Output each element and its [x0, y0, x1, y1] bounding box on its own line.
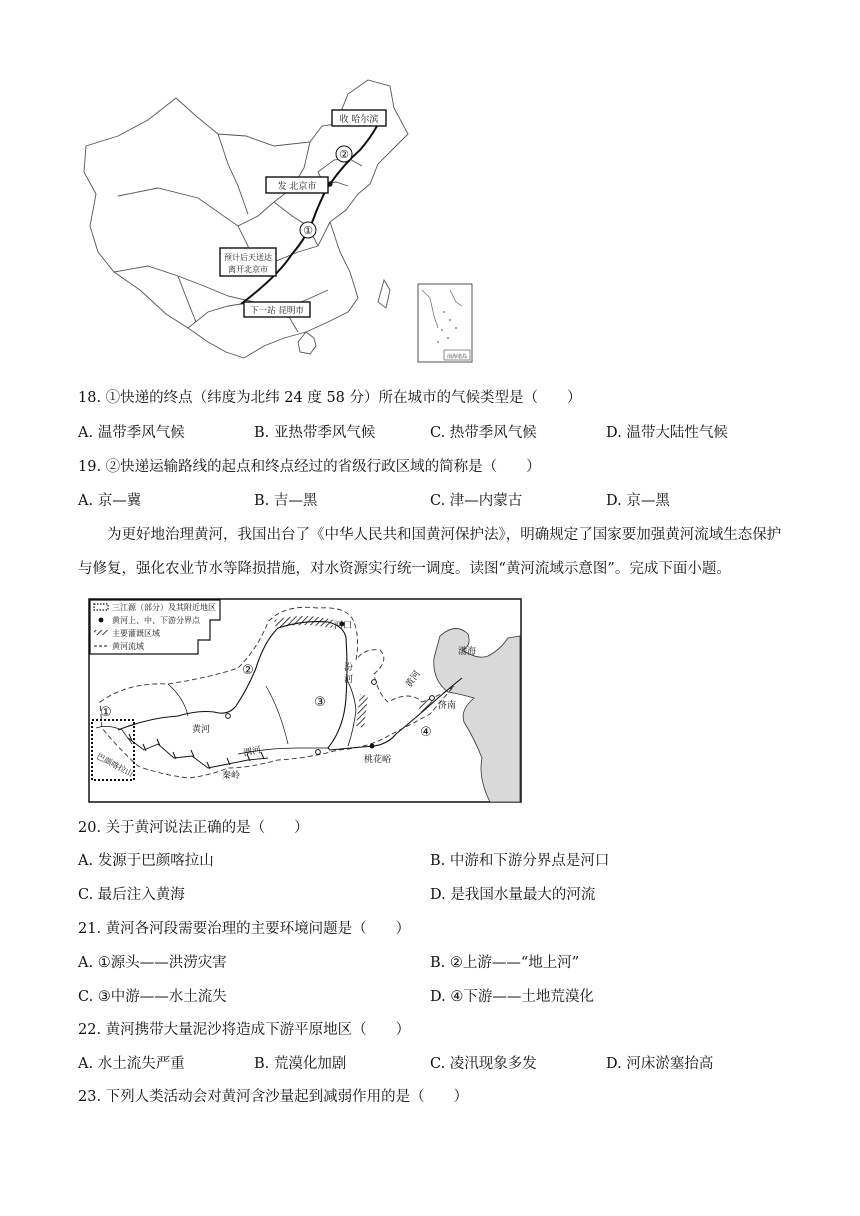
q19-option-c: C. 津—内蒙古 — [430, 493, 523, 509]
svg-text:收 哈尔滨: 收 哈尔滨 — [339, 115, 379, 125]
q20-option-c: C. 最后注入黄海 — [78, 887, 185, 903]
q21-option-c: C. ③中游——水土流失 — [78, 989, 227, 1005]
legend-boundary-point: 黄河上、中、下游分界点 — [112, 616, 200, 625]
route-marker-1 — [300, 222, 316, 238]
question-22-stem: 22. 黄河携带大量泥沙将造成下游平原地区（ ） — [78, 1022, 411, 1038]
yellow-river-basin-map — [88, 598, 522, 803]
marker-4: ④ — [420, 725, 432, 740]
q18-option-b: B. 亚热带季风气候 — [254, 425, 376, 441]
legend-source-area: 三江源（部分）及其附近地区 — [112, 603, 216, 612]
label-bayan: 巴颜喀拉山 — [95, 751, 135, 779]
legend-basin: 黄河流域 — [112, 642, 144, 651]
svg-text:离开北京市: 离开北京市 — [228, 265, 268, 274]
label-weihe: 渭河 — [242, 745, 263, 759]
label-kunming — [244, 302, 310, 317]
label-eta — [220, 248, 276, 276]
legend-irrigation: 主要灌溉区域 — [112, 629, 160, 638]
inset-label: 南海诸岛 — [446, 354, 468, 360]
label-huanghe-west: 黄河 — [192, 725, 211, 735]
q22-option-c: C. 凌汛现象多发 — [430, 1056, 537, 1072]
svg-text:下一站 昆明市: 下一站 昆明市 — [250, 306, 304, 316]
south-china-sea-inset — [418, 284, 472, 362]
q21-option-a: A. ①源头——洪涝灾害 — [78, 955, 227, 971]
question-19-stem: 19. ②快递运输路线的起点和终点经过的省级行政区域的简称是（ ） — [78, 459, 541, 475]
label-beijing — [266, 177, 328, 193]
q18-option-a: A. 温带季风气候 — [78, 425, 185, 441]
question-20-stem: 20. 关于黄河说法正确的是（ ） — [78, 820, 309, 836]
svg-text:①: ① — [303, 224, 313, 237]
label-huanghe-east: 黄河 — [404, 669, 423, 690]
marker-1: ① — [100, 705, 112, 720]
question-23-stem: 23. 下列人类活动会对黄河含沙量起到减弱作用的是（ ） — [78, 1089, 469, 1105]
q22-option-b: B. 荒漠化加剧 — [254, 1056, 347, 1072]
question-21-stem: 21. 黄河各河段需要治理的主要环境问题是（ ） — [78, 921, 411, 937]
svg-text:②: ② — [339, 148, 349, 161]
q20-option-d: D. 是我国水量最大的河流 — [430, 887, 596, 903]
china-route-map — [78, 76, 478, 364]
intro-paragraph: 为更好地治理黄河，我国出台了《中华人民共和国黄河保护法》，明确规定了国家要加强黄河流域生态保护与修复，强化农业节水等降损措施，对水资源实行统一调度。读图“黄河流域示意图”。完成下面小题。 — [78, 527, 782, 577]
q22-option-a: A. 水土流失严重 — [78, 1056, 185, 1072]
q19-option-b: B. 吉—黑 — [254, 493, 318, 509]
label-bohai: 渤海 — [458, 647, 477, 657]
label-fenhe-1: 汾 — [344, 663, 354, 673]
label-qinling: 秦岭 — [222, 771, 241, 781]
marker-3: ③ — [314, 695, 326, 710]
q19-option-d: D. 京—黑 — [606, 493, 670, 509]
q21-option-b: B. ②上游——“地上河” — [430, 955, 580, 971]
marker-2: ② — [242, 663, 254, 678]
question-18-stem: 18. ①快递的终点（纬度为北纬 24 度 58 分）所在城市的气候类型是（ ） — [78, 390, 582, 406]
q19-option-a: A. 京—冀 — [78, 493, 142, 509]
label-jinan: 济南 — [438, 701, 457, 711]
q18-option-d: D. 温带大陆性气候 — [606, 425, 728, 441]
q18-option-c: C. 热带季风气候 — [430, 425, 537, 441]
q20-option-b: B. 中游和下游分界点是河口 — [430, 853, 610, 869]
label-fenhe-2: 河 — [344, 675, 354, 685]
svg-text:发 北京市: 发 北京市 — [277, 182, 317, 192]
q22-option-d: D. 河床淤塞抬高 — [606, 1056, 714, 1072]
label-taohuayu: 桃花峪 — [364, 755, 392, 765]
route-marker-2 — [336, 146, 352, 162]
taohuayu-point — [370, 744, 375, 749]
svg-text:预计后天送达: 预计后天送达 — [224, 253, 272, 262]
q21-option-d: D. ④下游——土地荒漠化 — [430, 989, 594, 1005]
label-harbin — [332, 110, 386, 126]
q20-option-a: A. 发源于巴颜喀拉山 — [78, 853, 214, 869]
label-hekou: 河口 — [334, 621, 353, 631]
